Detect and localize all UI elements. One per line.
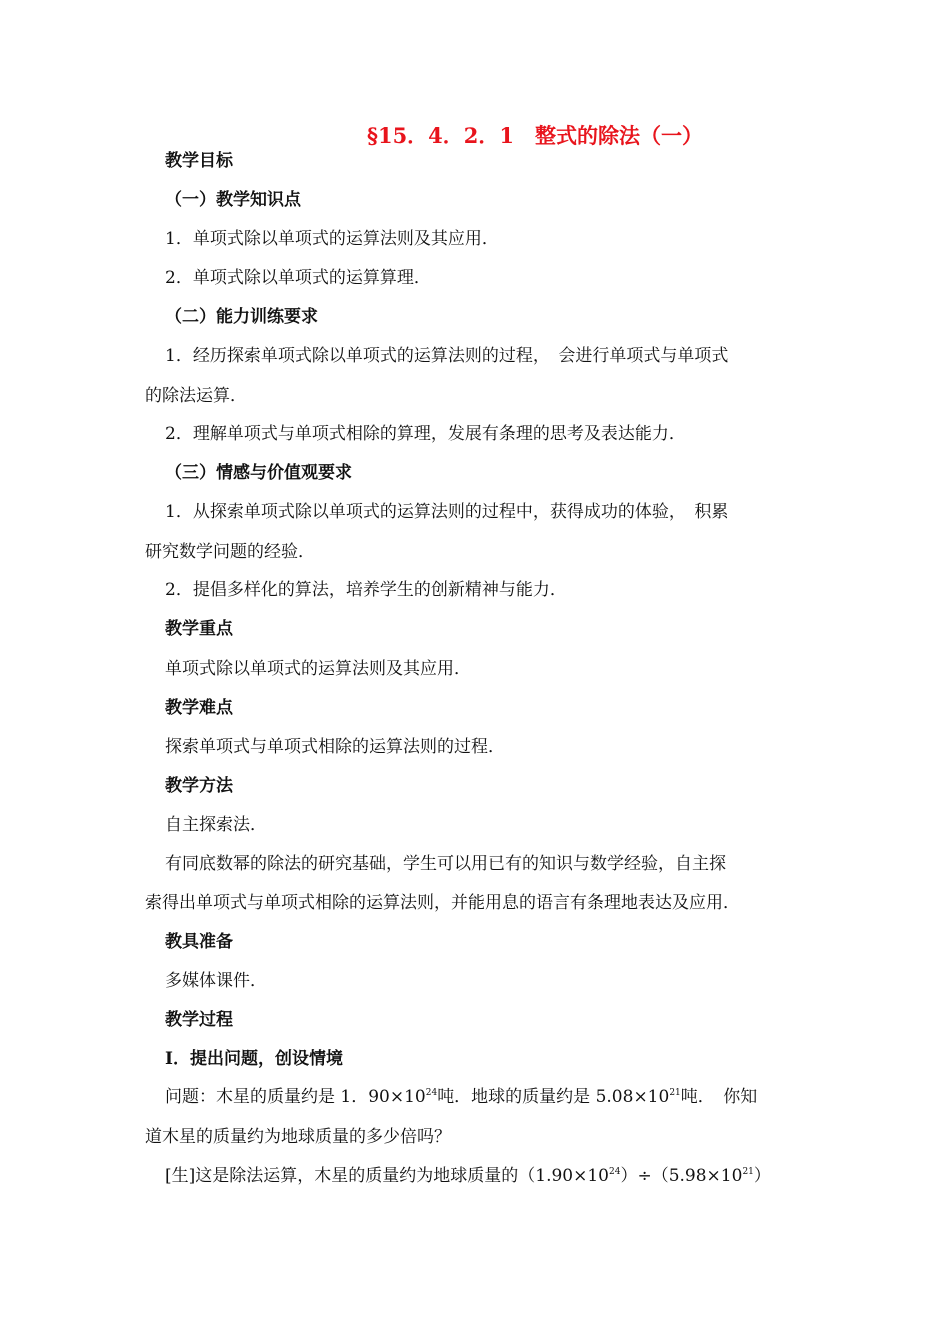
method-heading: 教学方法: [165, 776, 233, 796]
key-points-text: 单项式除以单项式的运算法则及其应用．: [165, 659, 471, 679]
knowledge-heading: （一）教学知识点: [165, 190, 301, 210]
answer-text-part-3: ）: [753, 1166, 771, 1186]
question-text-part-2: 吨．地球的质量约是 5.08×10: [437, 1087, 670, 1107]
knowledge-item-1: 1．单项式除以单项式的运算法则及其应用．: [165, 229, 499, 249]
answer-exponent-1: 24: [609, 1167, 621, 1177]
emotion-item-1-line-2: 研究数学问题的经验．: [145, 542, 315, 562]
question-text-part-1: 问题：木星的质量约是 1．90×10: [165, 1087, 426, 1107]
process-heading: 教学过程: [165, 1010, 233, 1030]
method-text: 自主探索法．: [165, 815, 267, 835]
emotion-item-2: 2．提倡多样化的算法，培养学生的创新精神与能力．: [165, 580, 567, 600]
difficulty-text: 探索单项式与单项式相除的运算法则的过程．: [165, 737, 505, 757]
answer-text-part-1: [生]这是除法运算，木星的质量约为地球质量的（1.90×10: [165, 1166, 609, 1186]
method-paragraph-line-2: 索得出单项式与单项式相除的运算法则，并能用息的语言有条理地表达及应用．: [145, 893, 740, 913]
ability-item-2: 2．理解单项式与单项式相除的算理，发展有条理的思考及表达能力．: [165, 424, 686, 444]
tools-heading: 教具准备: [165, 932, 233, 952]
emotion-item-1-line-1: 1．从探索单项式除以单项式的运算法则的过程中，获得成功的体验， 积累: [165, 502, 729, 522]
tools-text: 多媒体课件．: [165, 971, 267, 991]
document-title: §15．4．2．1 整式的除法（一）: [366, 123, 704, 148]
answer-line: [165, 1164, 827, 1188]
ability-item-1-line-1: 1．经历探索单项式除以单项式的运算法则的过程， 会进行单项式与单项式: [165, 346, 729, 366]
stage-1-heading: Ⅰ．提出问题，创设情境: [165, 1049, 343, 1069]
answer-exponent-2: 21: [742, 1167, 754, 1177]
difficulty-heading: 教学难点: [165, 698, 233, 718]
key-points-heading: 教学重点: [165, 619, 233, 639]
question-exponent-1: 24: [425, 1088, 438, 1098]
question-line-1: [165, 1085, 827, 1109]
method-paragraph-line-1: 有同底数幂的除法的研究基础，学生可以用已有的知识与数学经验，自主探: [165, 854, 726, 874]
goals-heading: 教学目标: [165, 151, 233, 171]
ability-heading: （二）能力训练要求: [165, 307, 318, 327]
knowledge-item-2: 2．单项式除以单项式的运算算理．: [165, 268, 431, 288]
emotion-heading: （三）情感与价值观要求: [165, 463, 352, 483]
question-line-2: 道木星的质量约为地球质量的多少倍吗？: [145, 1127, 451, 1147]
question-text-part-3: 吨． 你知: [680, 1087, 758, 1107]
answer-text-part-2: ）÷（5.98×10: [620, 1166, 743, 1186]
question-exponent-2: 21: [669, 1088, 681, 1098]
ability-item-1-line-2: 的除法运算．: [145, 386, 247, 406]
